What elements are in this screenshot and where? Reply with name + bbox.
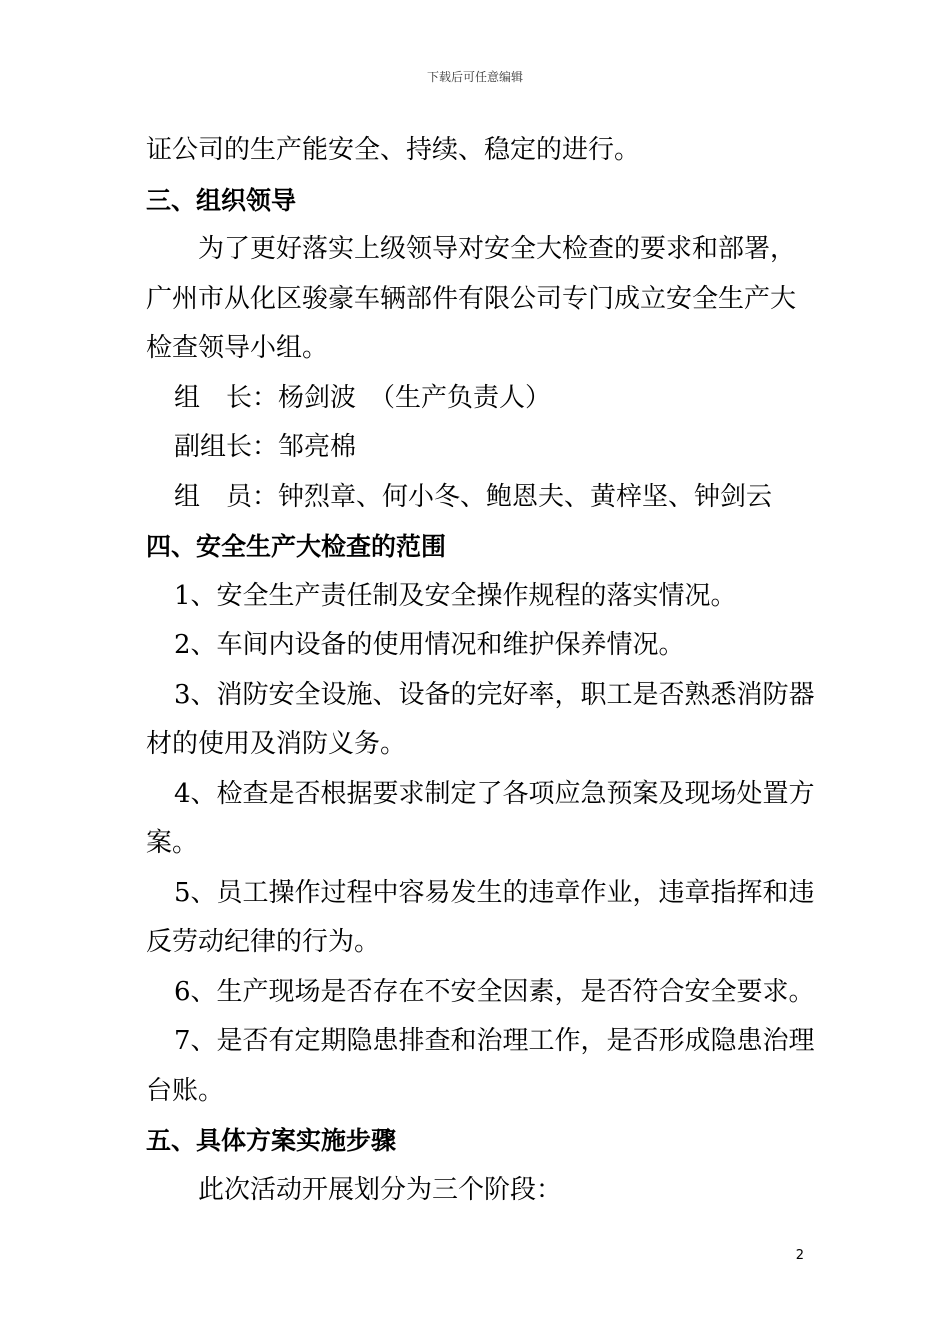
text-line: 案。 [146, 828, 199, 858]
document-body [146, 126, 815, 1215]
section-heading: 三、组织领导 [146, 185, 297, 215]
text-line: 证公司的生产能安全、持续、稳定的进行。 [146, 135, 641, 165]
text-line: 1、安全生产责任制及安全操作规程的落实情况。 [174, 580, 737, 611]
text-line: 5、员工操作过程中容易发生的违章作业，违章指挥和违 [174, 877, 815, 908]
text-line: 7、是否有定期隐患排查和治理工作，是否形成隐患治理 [174, 1026, 815, 1056]
text-line: 副组长：邹亮棉 [174, 432, 357, 462]
text-line: 为了更好落实上级领导对安全大检查的要求和部署， [198, 234, 797, 264]
text-line: 检查领导小组。 [146, 333, 329, 363]
text-line: 材的使用及消防义务。 [146, 729, 407, 759]
text-line: 组 长：杨剑波 （生产负责人） [174, 382, 552, 413]
text-line: 2、车间内设备的使用情况和维护保养情况。 [174, 630, 685, 660]
text-line: 6、生产现场是否存在不安全因素，是否符合安全要求。 [174, 976, 815, 1007]
section-heading: 四、安全生产大检查的范围 [146, 532, 447, 561]
text-line: 组 员：钟烈章、何小冬、鲍恩夫、黄梓坚、钟剑云 [174, 481, 773, 512]
page-number: 2 [795, 1248, 804, 1263]
header-note: 下载后可任意编辑 [426, 70, 523, 84]
text-line: 反劳动纪律的行为。 [146, 927, 381, 957]
text-line: 台账。 [146, 1075, 225, 1106]
text-line: 此次活动开展划分为三个阶段： [198, 1174, 563, 1205]
text-line: 3、消防安全设施、设备的完好率，职工是否熟悉消防器 [174, 679, 815, 710]
text-line: 广州市从化区骏豪车辆部件有限公司专门成立安全生产大 [146, 283, 797, 314]
section-heading: 五、具体方案实施步骤 [146, 1126, 397, 1155]
text-line: 4、检查是否根据要求制定了各项应急预案及现场处置方 [174, 778, 815, 809]
